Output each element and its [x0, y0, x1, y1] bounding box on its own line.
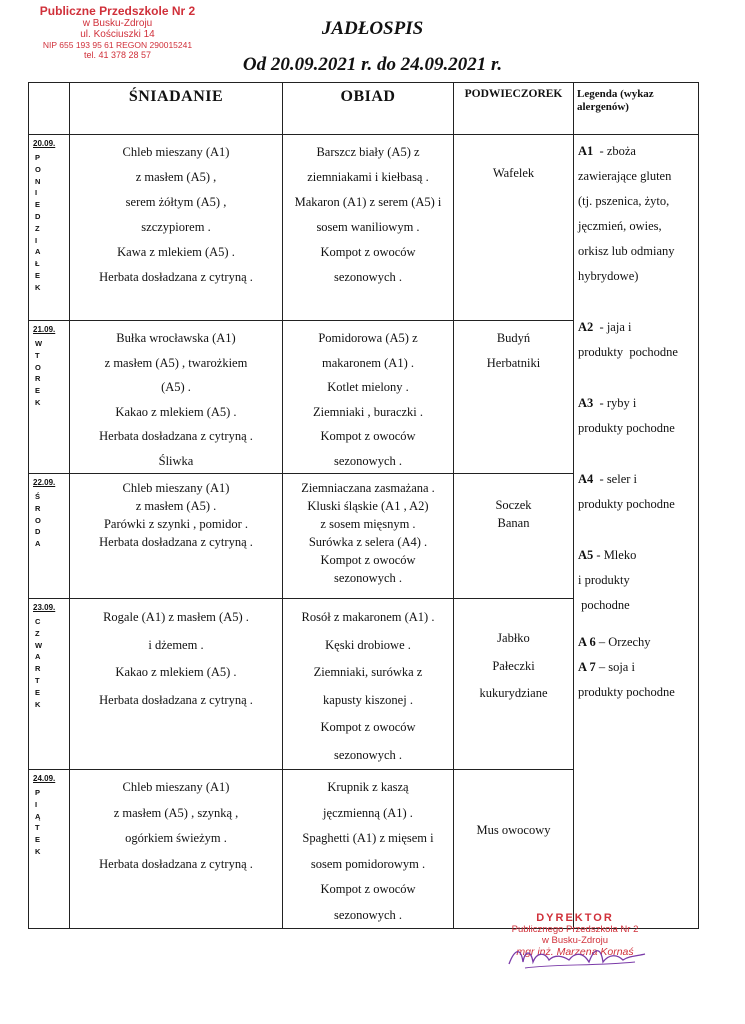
allergen-code: A4 — [578, 472, 594, 486]
menu-line: Krupnik z kaszą — [327, 780, 409, 794]
menu-line: z sosem mięsnym . — [320, 517, 416, 531]
day-letter: K — [35, 846, 41, 856]
menu-line: Herbata dosładzana z cytryną . — [99, 856, 253, 871]
legend-line — [578, 593, 694, 618]
day-letter: P — [35, 153, 41, 162]
menu-line: Surówka z selera (A4) . — [308, 535, 428, 549]
day-letter: K — [35, 397, 41, 407]
day-letter: P — [35, 788, 41, 797]
legend-gap — [578, 441, 694, 467]
allergen-description: - Mleko — [593, 548, 637, 562]
menu-line: sezonowych . — [333, 270, 403, 284]
menu-line: Ziemniaki , buraczki . — [312, 404, 424, 419]
director-town: w Busku-Zdroju — [542, 935, 608, 946]
legend-line — [578, 630, 694, 655]
legend-line — [578, 391, 694, 416]
menu-line: Ziemniaczana zasmażana . — [301, 481, 435, 495]
day-letter: E — [35, 687, 41, 697]
allergen-code: A1 — [578, 144, 594, 158]
menu-line: z masłem (A5) , twarożkiem — [104, 355, 248, 370]
menu-table — [28, 82, 699, 929]
menu-line: Banan — [497, 516, 530, 530]
legend-gap — [578, 517, 694, 543]
day-letter: T — [35, 675, 40, 685]
menu-line: Chleb mieszany (A1) — [122, 145, 230, 159]
menu-line: Pałeczki — [492, 658, 535, 673]
day-letter: R — [35, 374, 41, 384]
allergen-description: - jaja i — [593, 320, 632, 334]
day-name-vertical — [35, 338, 43, 409]
day-letter: E — [35, 200, 41, 210]
menu-line: kukurydziane — [479, 686, 548, 700]
day-letter: I — [35, 799, 38, 809]
day-letter: K — [35, 282, 41, 292]
allergen-description: produkty pochodne — [578, 497, 675, 511]
allergen-description: (tj. pszenica, żyto, — [578, 194, 670, 208]
day-letter: O — [35, 362, 41, 372]
legend-line — [578, 164, 694, 189]
legend-gap — [578, 365, 694, 391]
stamp-phone: tel. 41 378 28 57 — [83, 50, 152, 60]
menu-line: Chleb mieszany (A1) — [122, 481, 230, 495]
day-letter: A — [35, 247, 41, 257]
menu-line: Pomidorowa (A5) z — [318, 331, 418, 345]
day-letter: T — [35, 823, 40, 833]
allergen-code: A 7 — [578, 660, 596, 674]
menu-line: serem żółtym (A5) , — [125, 195, 227, 209]
day-name-vertical — [35, 616, 43, 710]
allergen-description: produkty pochodne — [578, 685, 675, 699]
day-letter: W — [35, 640, 43, 650]
legend-gap — [578, 618, 694, 630]
menu-line: sosem pomidorowym . — [310, 856, 426, 871]
menu-line: makaronem (A1) . — [322, 355, 414, 370]
day-row — [29, 135, 699, 321]
allergen-description: jęczmień, owies, — [578, 219, 662, 233]
legend-line — [578, 492, 694, 517]
menu-line: sezonowych . — [333, 453, 403, 468]
day-date: 24.09. — [33, 774, 56, 783]
breakfast-cell — [70, 599, 283, 770]
allergen-code: A3 — [578, 396, 594, 410]
breakfast-cell — [70, 321, 283, 474]
stamp-address: ul. Kościuszki 14 — [80, 29, 155, 40]
day-letter: Ł — [35, 259, 40, 269]
day-letter: Z — [35, 628, 40, 638]
menu-line: sezonowych . — [333, 907, 403, 922]
allergen-description: – soja i — [595, 660, 635, 674]
day-letter: C — [35, 617, 41, 626]
director-name: mgr inż. Marzena Kornaś — [516, 946, 634, 958]
snack-cell — [454, 599, 574, 770]
menu-line: Kawa z mlekiem (A5) . — [117, 245, 235, 259]
menu-line: Parówki z szynki , pomidor . — [103, 517, 249, 531]
menu-line: Śliwka — [158, 453, 194, 468]
menu-line: Barszcz biały (A5) z — [316, 145, 420, 159]
breakfast-cell — [70, 135, 283, 321]
menu-line: Kompot z owoców — [320, 720, 416, 734]
day-letter: T — [35, 350, 40, 360]
allergen-description: zawierające gluten — [578, 169, 672, 183]
header-day-column — [29, 83, 70, 135]
day-letter: A — [35, 652, 41, 662]
day-letter: N — [35, 176, 41, 186]
document-title: JADŁOSPIS — [321, 18, 424, 39]
legend-line — [578, 189, 694, 214]
menu-line: Soczek — [495, 498, 532, 512]
lunch-cell — [283, 770, 454, 929]
allergen-legend — [574, 135, 699, 929]
day-letter: E — [35, 386, 41, 396]
legend-line — [578, 264, 694, 289]
snack-cell — [454, 474, 574, 599]
menu-line: Rosół z makaronem (A1) . — [301, 610, 435, 624]
day-letter: E — [35, 270, 41, 280]
menu-line: z masłem (A5) . — [135, 499, 217, 513]
day-date: 23.09. — [33, 603, 56, 612]
day-letter: Ś — [35, 492, 41, 501]
day-letter: K — [35, 699, 41, 709]
menu-line: Rogale (A1) z masłem (A5) . — [103, 610, 249, 624]
day-letter: R — [35, 664, 41, 674]
menu-line: Kompot z owoców — [320, 429, 416, 443]
menu-line: Makaron (A1) z serem (A5) i — [294, 195, 442, 209]
stamp-school-name: Publiczne Przedszkole Nr 2 — [39, 4, 196, 18]
menu-line: Ziemniaki, surówka z — [313, 665, 423, 679]
menu-line: (A5) . — [161, 380, 191, 394]
stamp-town: w Busku-Zdroju — [82, 18, 153, 29]
menu-line: szczypiorem . — [141, 220, 211, 234]
day-name-vertical — [35, 787, 43, 858]
allergen-description: produkty pochodne — [578, 421, 675, 435]
day-letter: E — [35, 835, 41, 845]
lunch-cell — [283, 135, 454, 321]
lunch-cell — [283, 599, 454, 770]
day-letter: I — [35, 235, 38, 245]
allergen-description: produkty pochodne — [578, 345, 678, 359]
legend-line — [578, 214, 694, 239]
menu-line: Kompot z owoców — [320, 245, 416, 259]
day-letter: O — [35, 515, 41, 525]
director-institution: Publicznego Przedszkola Nr 2 — [511, 924, 639, 935]
header-lunch: OBIAD — [283, 83, 454, 135]
allergen-code: A5 — [578, 548, 594, 562]
menu-line: Budyń — [496, 331, 531, 345]
day-letter: R — [35, 503, 41, 513]
director-title: DYREKTOR — [536, 912, 614, 924]
menu-line: sosem waniliowym . — [316, 220, 420, 234]
lunch-cell — [283, 474, 454, 599]
legend-line — [578, 315, 694, 340]
allergen-description: - seler i — [593, 472, 638, 486]
menu-line: Jabłko — [497, 631, 530, 645]
stamp-nip-regon: NIP 655 193 95 61 REGON 290015241 — [42, 40, 193, 50]
breakfast-cell — [70, 474, 283, 599]
menu-line: ogórkiem świeżym . — [125, 831, 227, 845]
day-date: 22.09. — [33, 478, 56, 487]
day-letter: W — [35, 339, 43, 348]
day-cell — [29, 135, 70, 321]
handwritten-signature — [505, 942, 655, 972]
day-cell — [29, 770, 70, 929]
menu-line: Kompot z owoców — [320, 553, 416, 567]
legend-line — [578, 680, 694, 705]
menu-line: z masłem (A5) , szynką , — [113, 805, 239, 820]
header-row — [29, 83, 699, 135]
menu-line: z masłem (A5) , — [135, 170, 217, 184]
allergen-description: i produkty — [578, 573, 630, 587]
allergen-description: - ryby i — [593, 396, 637, 410]
allergen-description: - zboża — [593, 144, 636, 158]
menu-line: sezonowych . — [333, 747, 403, 762]
menu-line: Kęski drobiowe . — [325, 637, 411, 652]
allergen-description: orkisz lub odmiany — [578, 244, 675, 258]
legend-line — [578, 655, 694, 680]
menu-line: Herbata dosładzana z cytryną . — [99, 535, 253, 549]
menu-line: sezonowych . — [333, 571, 403, 585]
legend-line — [578, 568, 694, 593]
menu-line: Chleb mieszany (A1) — [122, 780, 230, 794]
allergen-description: hybrydowe) — [578, 269, 639, 283]
day-name-vertical — [35, 491, 43, 550]
day-date: 21.09. — [33, 325, 56, 334]
menu-line: Mus owocowy — [476, 823, 551, 837]
day-name-vertical — [35, 152, 43, 294]
menu-line: Herbata dosładzana z cytryną . — [99, 692, 253, 707]
menu-line: jęczmienną (A1) . — [323, 805, 413, 820]
menu-line: Spaghetti (A1) z mięsem i — [302, 831, 434, 845]
menu-line: Kakao z mlekiem (A5) . — [115, 404, 237, 419]
legend-line — [578, 239, 694, 264]
lunch-cell — [283, 321, 454, 474]
date-range-subtitle: Od 20.09.2021 r. do 24.09.2021 r. — [242, 54, 503, 75]
day-letter: I — [35, 188, 38, 198]
menu-line: Kluski śląskie (A1 , A2) — [307, 499, 429, 513]
breakfast-cell — [70, 770, 283, 929]
menu-line: Kakao z mlekiem (A5) . — [115, 665, 237, 679]
allergen-description: pochodne — [578, 598, 630, 612]
menu-line: i dżemem . — [148, 637, 204, 652]
day-date: 20.09. — [33, 139, 56, 148]
menu-line: Herbatniki — [486, 355, 541, 370]
allergen-code: A 6 — [578, 635, 596, 649]
day-letter: O — [35, 164, 41, 174]
snack-cell — [454, 321, 574, 474]
header-breakfast: ŚNIADANIE — [70, 83, 283, 135]
day-letter: A — [35, 539, 41, 549]
snack-cell — [454, 135, 574, 321]
menu-line: ziemniakami i kiełbasą . — [307, 170, 429, 184]
legend-gap — [578, 289, 694, 315]
menu-line: Bułka wrocławska (A1) — [116, 331, 236, 345]
header-snack: PODWIECZOREK — [454, 83, 574, 135]
menu-line: Herbata dosładzana z cytryną . — [99, 429, 253, 443]
legend-line — [578, 139, 694, 164]
allergen-description: – Orzechy — [595, 635, 651, 649]
snack-cell — [454, 770, 574, 929]
allergen-code: A2 — [578, 320, 594, 334]
day-cell — [29, 321, 70, 474]
day-cell — [29, 599, 70, 770]
legend-line — [578, 340, 694, 365]
menu-line: Herbata dosładzana z cytryną . — [99, 270, 253, 284]
day-cell — [29, 474, 70, 599]
menu-line: Wafelek — [492, 166, 535, 180]
menu-line: kapusty kiszonej . — [323, 692, 413, 707]
day-letter: Z — [35, 223, 40, 233]
legend-line — [578, 543, 694, 568]
day-letter: D — [35, 211, 41, 221]
day-letter: D — [35, 527, 41, 537]
legend-line — [578, 467, 694, 492]
day-letter: Ą — [35, 811, 41, 821]
header-legend: Legenda (wykaz alergenów) — [574, 83, 699, 135]
legend-line — [578, 416, 694, 441]
menu-line: Kotlet mielony . — [327, 380, 409, 394]
menu-line: Kompot z owoców — [320, 882, 416, 896]
